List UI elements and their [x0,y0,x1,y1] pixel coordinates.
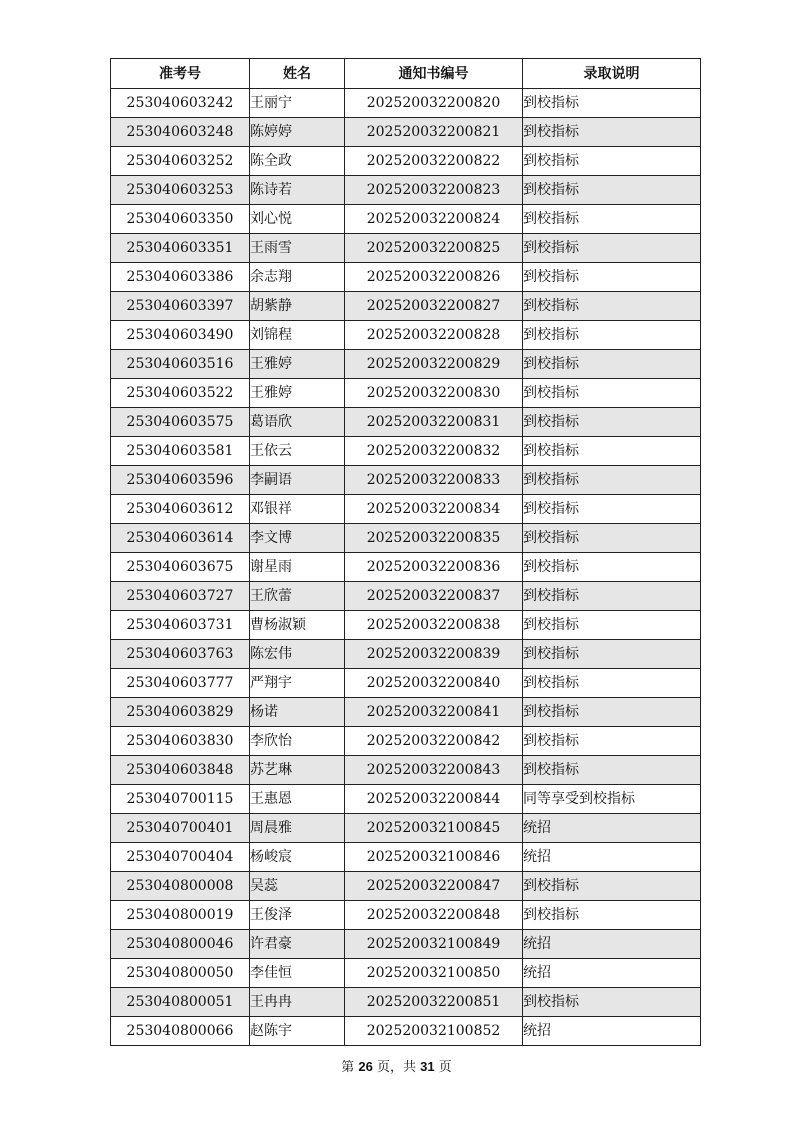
student-name-cell: 周晨雅 [250,814,345,843]
notice-number-cell: 202520032200822 [345,147,523,176]
admission-note-cell: 到校指标 [523,118,701,147]
notice-number-cell: 202520032200835 [345,524,523,553]
admission-note-cell: 统招 [523,930,701,959]
student-name-cell: 余志翔 [250,263,345,292]
header-notice-number: 通知书编号 [345,59,523,89]
notice-number-cell: 202520032200831 [345,408,523,437]
table-row [111,263,701,292]
table-row [111,785,701,814]
table-row [111,495,701,524]
table-row [111,89,701,118]
table-row [111,669,701,698]
admission-note-cell: 同等享受到校指标 [523,785,701,814]
student-name-cell: 王雅婷 [250,379,345,408]
admission-note-cell: 到校指标 [523,901,701,930]
student-name-cell: 王俊泽 [250,901,345,930]
table-row [111,872,701,901]
table-row [111,640,701,669]
student-name-cell: 赵陈宇 [250,1017,345,1046]
admission-note-cell: 到校指标 [523,263,701,292]
student-name-cell: 李欣怡 [250,727,345,756]
notice-number-cell: 202520032200828 [345,321,523,350]
admission-note-cell: 到校指标 [523,582,701,611]
notice-number-cell: 202520032200851 [345,988,523,1017]
exam-number-cell: 253040603614 [111,524,250,553]
notice-number-cell: 202520032200823 [345,176,523,205]
notice-number-cell: 202520032100850 [345,959,523,988]
table-row [111,814,701,843]
table-row [111,727,701,756]
table-row [111,930,701,959]
student-name-cell: 刘心悦 [250,205,345,234]
student-name-cell: 李文博 [250,524,345,553]
admission-note-cell: 到校指标 [523,524,701,553]
notice-number-cell: 202520032200827 [345,292,523,321]
footer-prefix: 第 [341,1060,355,1075]
table-row [111,350,701,379]
exam-number-cell: 253040603252 [111,147,250,176]
exam-number-cell: 253040800051 [111,988,250,1017]
exam-number-cell: 253040800066 [111,1017,250,1046]
notice-number-cell: 202520032200820 [345,89,523,118]
table-row [111,234,701,263]
table-row [111,901,701,930]
exam-number-cell: 253040800008 [111,872,250,901]
table-row [111,756,701,785]
student-name-cell: 陈诗若 [250,176,345,205]
notice-number-cell: 202520032200834 [345,495,523,524]
student-name-cell: 许君豪 [250,930,345,959]
admission-note-cell: 统招 [523,1017,701,1046]
student-name-cell: 邓银祥 [250,495,345,524]
admission-table [110,58,701,1046]
admission-note-cell: 到校指标 [523,756,701,785]
student-name-cell: 苏艺琳 [250,756,345,785]
student-name-cell: 王惠恩 [250,785,345,814]
admission-note-cell: 到校指标 [523,495,701,524]
notice-number-cell: 202520032200826 [345,263,523,292]
exam-number-cell: 253040603575 [111,408,250,437]
student-name-cell: 严翔宇 [250,669,345,698]
exam-number-cell: 253040800050 [111,959,250,988]
header-admission-note: 录取说明 [523,59,701,89]
header-name: 姓名 [250,59,345,89]
admission-note-cell: 到校指标 [523,89,701,118]
table-row [111,205,701,234]
admission-note-cell: 统招 [523,814,701,843]
admission-note-cell: 到校指标 [523,321,701,350]
student-name-cell: 谢星雨 [250,553,345,582]
student-name-cell: 王欣蕾 [250,582,345,611]
admission-note-cell: 统招 [523,959,701,988]
table-row [111,118,701,147]
student-name-cell: 王冉冉 [250,988,345,1017]
table-row [111,698,701,727]
notice-number-cell: 202520032200847 [345,872,523,901]
notice-number-cell: 202520032200841 [345,698,523,727]
exam-number-cell: 253040603516 [111,350,250,379]
notice-number-cell: 202520032200839 [345,640,523,669]
notice-number-cell: 202520032200844 [345,785,523,814]
notice-number-cell: 202520032200830 [345,379,523,408]
table-row [111,466,701,495]
exam-number-cell: 253040603386 [111,263,250,292]
student-name-cell: 葛语欣 [250,408,345,437]
admission-note-cell: 到校指标 [523,669,701,698]
admission-note-cell: 到校指标 [523,176,701,205]
admission-note-cell: 到校指标 [523,872,701,901]
admission-note-cell: 到校指标 [523,553,701,582]
table-row [111,321,701,350]
student-name-cell: 陈全政 [250,147,345,176]
page-footer [0,1056,793,1075]
admission-note-cell: 到校指标 [523,437,701,466]
admission-note-cell: 到校指标 [523,205,701,234]
notice-number-cell: 202520032200824 [345,205,523,234]
exam-number-cell: 253040800046 [111,930,250,959]
student-name-cell: 王雨雪 [250,234,345,263]
footer-middle: 页，共 [376,1060,416,1075]
admission-note-cell: 到校指标 [523,379,701,408]
table-row [111,553,701,582]
exam-number-cell: 253040603777 [111,669,250,698]
exam-number-cell: 253040603763 [111,640,250,669]
table-row [111,176,701,205]
notice-number-cell: 202520032200848 [345,901,523,930]
table-row [111,959,701,988]
admission-note-cell: 到校指标 [523,988,701,1017]
footer-page-number: 26 [358,1059,373,1074]
student-name-cell: 陈婷婷 [250,118,345,147]
admission-note-cell: 统招 [523,843,701,872]
notice-number-cell: 202520032200833 [345,466,523,495]
student-name-cell: 曹杨淑颖 [250,611,345,640]
notice-number-cell: 202520032200840 [345,669,523,698]
table-row [111,582,701,611]
admission-note-cell: 到校指标 [523,698,701,727]
table-row [111,1017,701,1046]
table-row [111,437,701,466]
notice-number-cell: 202520032200836 [345,553,523,582]
table-row [111,988,701,1017]
student-name-cell: 李嗣语 [250,466,345,495]
student-name-cell: 胡紫静 [250,292,345,321]
admission-note-cell: 到校指标 [523,611,701,640]
exam-number-cell: 253040800019 [111,901,250,930]
notice-number-cell: 202520032100846 [345,843,523,872]
exam-number-cell: 253040603612 [111,495,250,524]
admission-note-cell: 到校指标 [523,408,701,437]
table-row [111,292,701,321]
exam-number-cell: 253040603829 [111,698,250,727]
header-row [111,59,701,89]
admission-note-cell: 到校指标 [523,234,701,263]
student-name-cell: 王雅婷 [250,350,345,379]
notice-number-cell: 202520032200838 [345,611,523,640]
notice-number-cell: 202520032100852 [345,1017,523,1046]
notice-number-cell: 202520032100849 [345,930,523,959]
exam-number-cell: 253040603675 [111,553,250,582]
exam-number-cell: 253040603830 [111,727,250,756]
notice-number-cell: 202520032200837 [345,582,523,611]
exam-number-cell: 253040700404 [111,843,250,872]
exam-number-cell: 253040700115 [111,785,250,814]
exam-number-cell: 253040603581 [111,437,250,466]
student-name-cell: 吴蕊 [250,872,345,901]
student-name-cell: 王依云 [250,437,345,466]
table-row [111,843,701,872]
student-name-cell: 刘锦程 [250,321,345,350]
student-name-cell: 陈宏伟 [250,640,345,669]
admission-note-cell: 到校指标 [523,727,701,756]
notice-number-cell: 202520032100845 [345,814,523,843]
footer-total-pages: 31 [420,1059,435,1074]
notice-number-cell: 202520032200829 [345,350,523,379]
exam-number-cell: 253040603248 [111,118,250,147]
exam-number-cell: 253040603242 [111,89,250,118]
exam-number-cell: 253040603596 [111,466,250,495]
table-row [111,611,701,640]
table-row [111,524,701,553]
exam-number-cell: 253040603351 [111,234,250,263]
admission-note-cell: 到校指标 [523,292,701,321]
notice-number-cell: 202520032200842 [345,727,523,756]
admission-note-cell: 到校指标 [523,640,701,669]
notice-number-cell: 202520032200832 [345,437,523,466]
admission-note-cell: 到校指标 [523,350,701,379]
footer-suffix: 页 [438,1060,452,1075]
exam-number-cell: 253040603848 [111,756,250,785]
exam-number-cell: 253040603522 [111,379,250,408]
notice-number-cell: 202520032200821 [345,118,523,147]
student-name-cell: 李佳恒 [250,959,345,988]
exam-number-cell: 253040603490 [111,321,250,350]
exam-number-cell: 253040603731 [111,611,250,640]
student-name-cell: 杨峻宸 [250,843,345,872]
admission-note-cell: 到校指标 [523,147,701,176]
notice-number-cell: 202520032200843 [345,756,523,785]
exam-number-cell: 253040603397 [111,292,250,321]
exam-number-cell: 253040603727 [111,582,250,611]
table-row [111,408,701,437]
student-name-cell: 王丽宁 [250,89,345,118]
table-row [111,147,701,176]
exam-number-cell: 253040603350 [111,205,250,234]
exam-number-cell: 253040603253 [111,176,250,205]
admission-note-cell: 到校指标 [523,466,701,495]
table-row [111,379,701,408]
notice-number-cell: 202520032200825 [345,234,523,263]
exam-number-cell: 253040700401 [111,814,250,843]
student-name-cell: 杨诺 [250,698,345,727]
header-exam-number: 准考号 [111,59,250,89]
